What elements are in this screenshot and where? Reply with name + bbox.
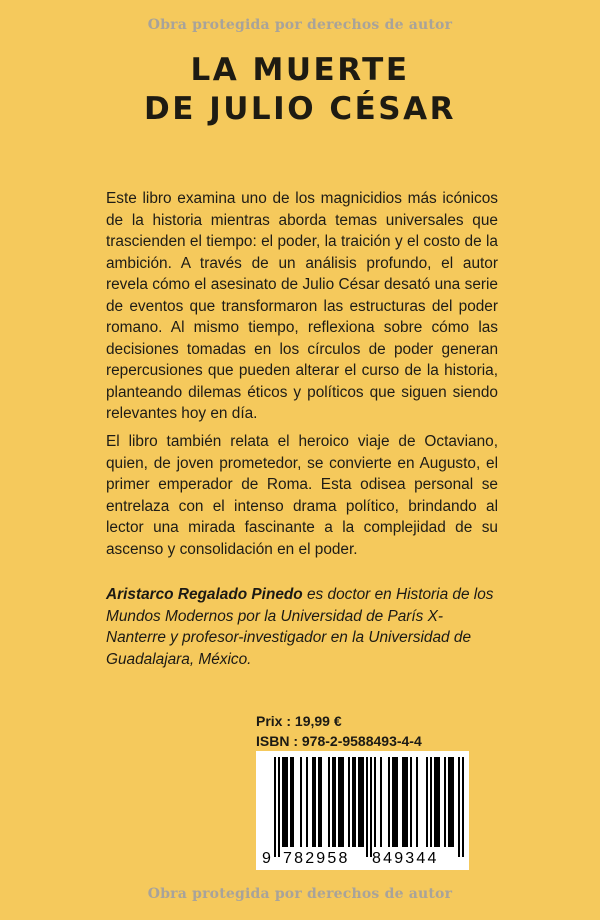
- barcode-bar: [452, 757, 454, 847]
- barcode-bar: [360, 757, 362, 847]
- book-title-line-1: LA MUERTE: [190, 52, 410, 88]
- copyright-watermark-top: Obra protegida por derechos de autor: [147, 17, 453, 33]
- barcode-digits-right: 849344: [372, 850, 439, 867]
- barcode-bar: [438, 757, 440, 847]
- barcode-bar: [448, 757, 450, 847]
- author-bio: [106, 584, 502, 670]
- barcode-bar: [314, 757, 316, 847]
- barcode-bar: [402, 757, 404, 847]
- barcode-bar: [354, 757, 356, 847]
- barcode-bar: [396, 757, 398, 847]
- barcode-bar: [416, 757, 418, 847]
- barcode-bar: [374, 757, 376, 847]
- isbn-barcode: [256, 751, 469, 870]
- barcode-bar: [404, 757, 406, 847]
- barcode-bar: [320, 757, 322, 847]
- barcode-bar: [352, 757, 354, 847]
- barcode-bar: [334, 757, 336, 847]
- barcode-bar: [392, 757, 394, 847]
- barcode-bar: [358, 757, 360, 847]
- barcode-bar: [434, 757, 436, 847]
- barcode-bar: [430, 757, 432, 847]
- barcode-bar: [410, 757, 412, 847]
- barcode-bar: [380, 757, 382, 847]
- barcode-bar: [338, 757, 340, 847]
- price-label: Prix : 19,99 €: [256, 713, 342, 729]
- synopsis-paragraph-1: Este libro examina uno de los magnicidios más icónicos de la historia mientras aborda temas universales que trascienden el tiempo: el poder, la traición y el costo de la ambición. A través de un análisis profundo, el autor revela cómo el asesinato de Julio César desató una serie de eventos que transformaron las estructuras del poder romano. Al mismo tiempo, reflexiona sobre cómo las decisiones tomadas en los círculos de poder generan repercusiones que pueden alterar el curso de la historia, planteando dilemas éticos y políticos que siguen siendo relevantes hoy en día.: [106, 190, 498, 422]
- barcode-bar: [306, 757, 308, 847]
- barcode-first-digit: 9: [262, 850, 271, 867]
- barcode-bar: [348, 757, 350, 847]
- barcode-bar: [362, 757, 364, 847]
- book-title-line-2: DE JULIO CÉSAR: [144, 91, 456, 127]
- barcode-bar: [342, 757, 344, 847]
- barcode-bar: [450, 757, 452, 847]
- barcode-bar: [300, 757, 302, 847]
- barcode-bar: [284, 757, 286, 847]
- barcode-bar: [340, 757, 342, 847]
- barcode-bar: [274, 757, 276, 857]
- barcode-bar: [312, 757, 314, 847]
- barcode-bar: [286, 757, 288, 847]
- barcode-bar: [458, 757, 460, 857]
- barcode-bar: [332, 757, 334, 847]
- barcode-bar: [282, 757, 284, 847]
- barcode-bar: [278, 757, 280, 857]
- barcode-bar: [328, 757, 330, 847]
- copyright-watermark-bottom: Obra protegida por derechos de autor: [147, 886, 453, 902]
- price-isbn-block: [256, 711, 422, 751]
- barcode-bar: [370, 757, 372, 857]
- barcode-bar: [444, 757, 446, 847]
- synopsis-paragraph-2: El libro también relata el heroico viaje de Octaviano, quien, de joven prometedor, se convierte en Augusto, el primer emperador de Roma. Esta odisea personal se entrelaza con el intenso drama político, brindando al lector una mirada fascinante a la complejidad de su ascenso y consolidación en el poder.: [106, 433, 498, 558]
- barcode-bar: [426, 757, 428, 847]
- barcode-digits-left: 782958: [283, 850, 350, 867]
- isbn-label: ISBN : 978-2-9588493-4-4: [256, 733, 422, 749]
- barcode-bar: [388, 757, 390, 847]
- author-bio-text: es doctor en Historia de los Mundos Modernos por la Universidad de París X-Nanterre y profesor-investigador en la Universidad de Guadalajara, México.: [106, 586, 494, 668]
- barcode-bar: [366, 757, 368, 857]
- barcode-bar: [318, 757, 320, 847]
- barcode-bar: [436, 757, 438, 847]
- barcode-bar: [462, 757, 464, 857]
- barcode-bar: [406, 757, 408, 847]
- barcode-bar: [394, 757, 396, 847]
- author-name: Aristarco Regalado Pinedo: [106, 586, 303, 603]
- barcode-bar: [290, 757, 292, 847]
- barcode-bar: [292, 757, 294, 847]
